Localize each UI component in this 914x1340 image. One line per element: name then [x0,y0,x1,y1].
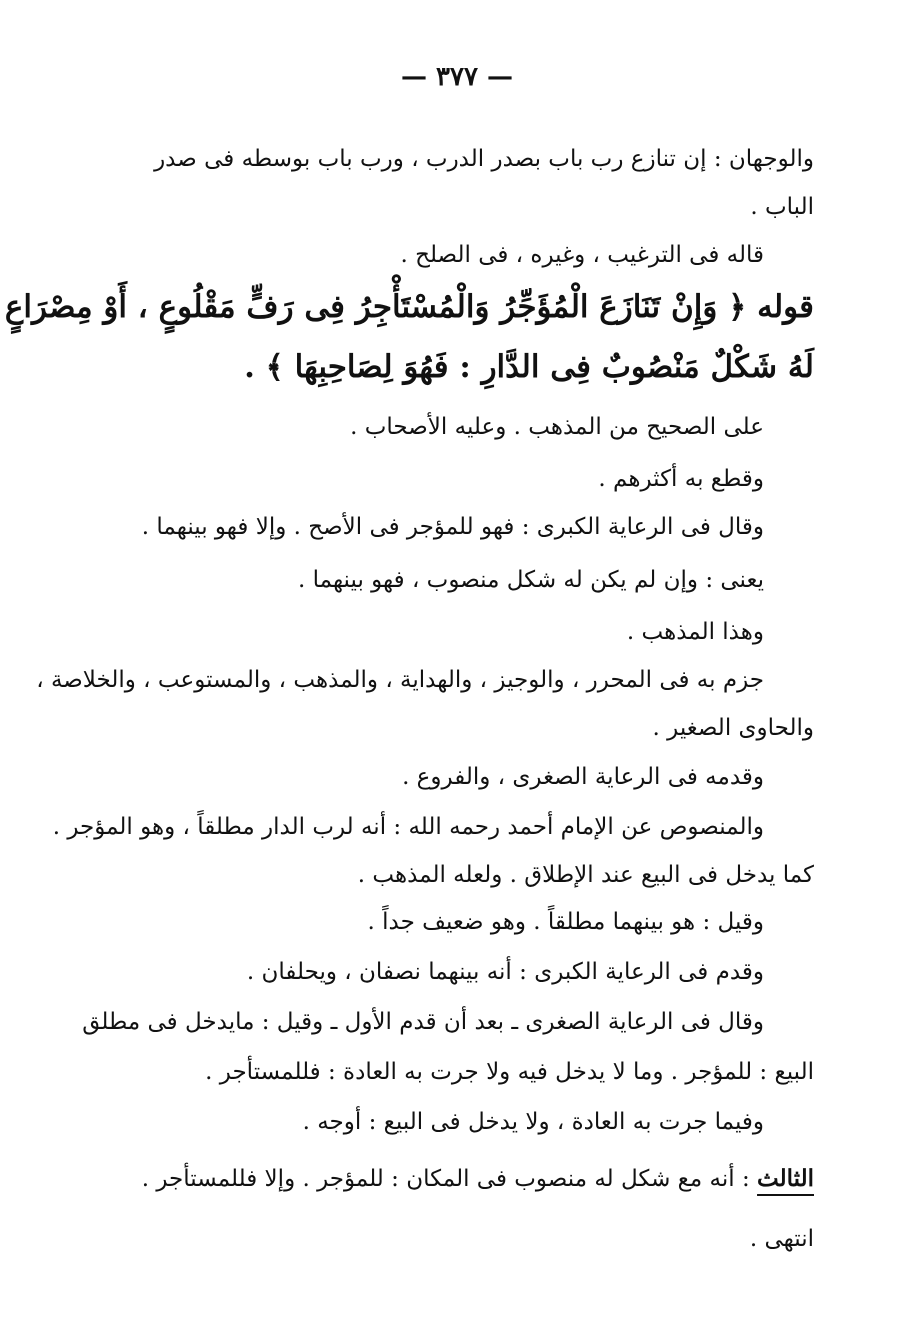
text-line: كما يدخل فى البيع عند الإطلاق . ولعله المذهب . [357,862,814,888]
text-line: والحاوى الصغير . [652,715,814,741]
verse-text: ﴿ وَإِنْ تَنَازَعَ الْمُؤَجِّرُ وَالْمُسْتَأْجِرُ فِى رَفٍّ مَقْلُوعٍ ، أَوْ مِصْرَاعٍ [4,289,747,325]
section-keyword: الثالث [757,1165,814,1192]
text-line: وقال فى الرعاية الصغرى ـ بعد أن قدم الأول ـ وقيل : مايدخل فى مطلق [82,1009,764,1035]
text-line [142,1162,814,1196]
text-line: جزم به فى المحرر ، والوجيز ، والهداية ، والمذهب ، والمستوعب ، والخلاصة ، [36,667,764,693]
text-line: قاله فى الترغيب ، وغيره ، فى الصلح . [400,242,764,268]
text-line: البيع : للمؤجر . وما لا يدخل فيه ولا جرت به العادة : فللمستأجر . [205,1059,814,1085]
text-line: والمنصوص عن الإمام أحمد رحمه الله : أنه لرب الدار مطلقاً ، وهو المؤجر . [52,814,764,840]
text-line: على الصحيح من المذهب . وعليه الأصحاب . [350,414,764,440]
text-line: وقال فى الرعاية الكبرى : فهو للمؤجر فى الأصح . وإلا فهو بينهما . [141,514,764,540]
text-line: وقدمه فى الرعاية الصغرى ، والفروع . [402,764,764,790]
text-line: وهذا المذهب . [626,619,764,645]
quran-verse-line: لَهُ شَكْلٌ مَنْصُوبٌ فِى الدَّارِ : فَهُوَ لِصَاحِبِهَا ﴾ . [244,349,814,385]
text-line: وقطع به أكثرهم . [598,466,764,492]
text-line: وقدم فى الرعاية الكبرى : أنه بينهما نصفان ، ويحلفان . [246,959,764,985]
page-number: — ٣٧٧ — [400,62,514,92]
text-line: والوجهان : إن تنازع رب باب بصدر الدرب ، ورب باب بوسطه فى صدر [154,146,814,172]
text-line: وفيما جرت به العادة ، ولا يدخل فى البيع : أوجه . [302,1109,764,1135]
quran-verse-line [5,286,814,328]
line-text: : أنه مع شكل له منصوب فى المكان : للمؤجر . وإلا فللمستأجر . [141,1166,750,1192]
text-line: انتهى . [749,1226,814,1252]
text-line: وقيل : هو بينهما مطلقاً . وهو ضعيف جداً . [367,909,764,935]
quote-keyword: قوله [757,289,814,325]
text-line: يعنى : وإن لم يكن له شكل منصوب ، فهو بينهما . [298,567,764,593]
text-line: الباب . [750,194,814,220]
